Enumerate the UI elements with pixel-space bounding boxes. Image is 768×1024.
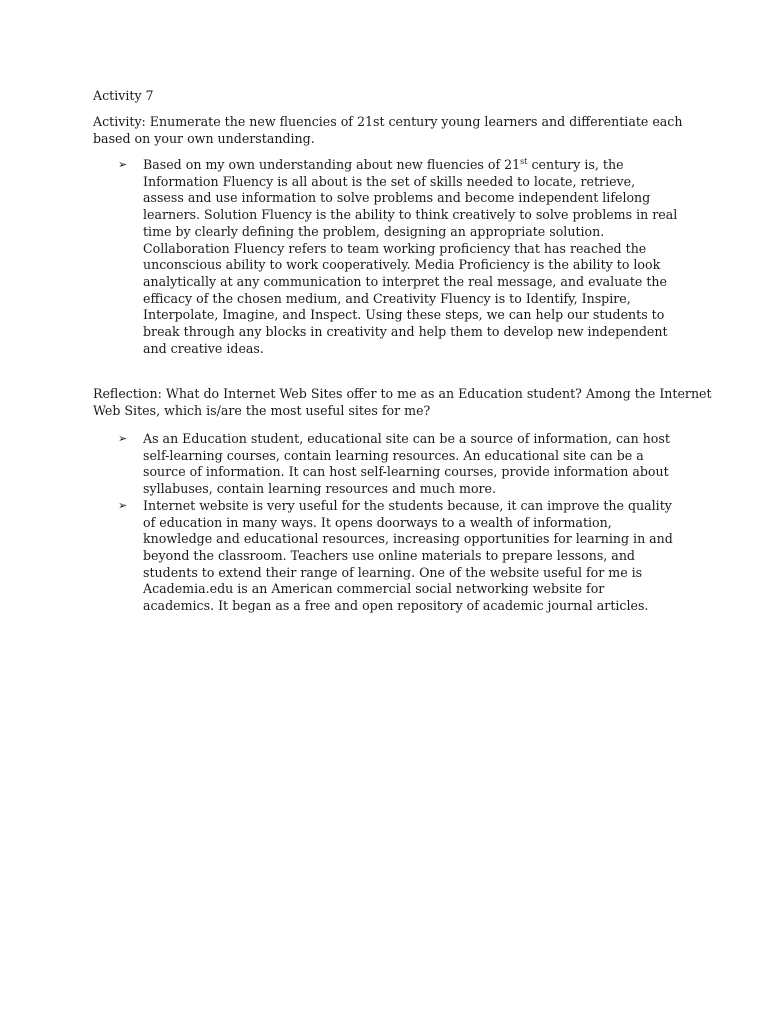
activity-answer-text-start: Based on my own understanding about new fluencies of 21 [143,157,521,172]
list-item [118,431,678,498]
list-item [118,157,678,357]
ordinal-suffix: st [520,156,528,166]
list-item [118,498,678,615]
activity-prompt: Activity: Enumerate the new fluencies of 21st century young learners and differentiate each based on your own understanding. [93,114,683,146]
reflection-answer-text: Internet website is very useful for the students because, it can improve the quality of education in many ways. It opens doorways to a wealth of information, knowledge and educational resources, increasing opportunities for learning in and beyond the classroom. Teachers use online materials to prepare lessons, and students to extend their range of learning. One of the website useful for me is Academia.edu is an American commercial social networking website for academics. It began as a free and open repository of academic journal articles. [143,497,673,614]
reflection-answer-list [118,431,678,615]
activity-answer-list [118,157,678,357]
activity-heading: Activity 7 [93,88,154,103]
reflection-prompt: Reflection: What do Internet Web Sites offer to me as an Education student? Among the Internet Web Sites, which is/are the most useful sites for me? [93,386,712,418]
arrowhead-bullet-icon: ➢ [118,498,128,512]
activity-answer-text-end: century is, the Information Fluency is all about is the set of skills needed to locate, retrieve, assess and use information to solve problems and become independent lifelong learners. Solution Fluency is the ability to think creatively to solve problems in real time by clearly defining the problem, designing an appropriate solution. Collaboration Fluency refers to team working proficiency that has reached the unconscious ability to work cooperatively. Media Proficiency is the ability to look analytically at any communication to interpret the real message, and evaluate the efficacy of the chosen medium, and Creativity Fluency is to Identify, Inspire, Interpolate, Imagine, and Inspect. Using these steps, we can help our students to break through any blocks in creativity and help them to develop new independent and creative ideas. [143,157,678,356]
arrowhead-bullet-icon: ➢ [118,432,128,445]
arrowhead-bullet-icon: ➢ [118,158,128,171]
reflection-answer-text: As an Education student, educational site can be a source of information, can host self-learning courses, contain learning resources. An educational site can be a source of information. It can host self-learning courses, provide information about syllabuses, contain learning resources and much more. [143,431,670,497]
